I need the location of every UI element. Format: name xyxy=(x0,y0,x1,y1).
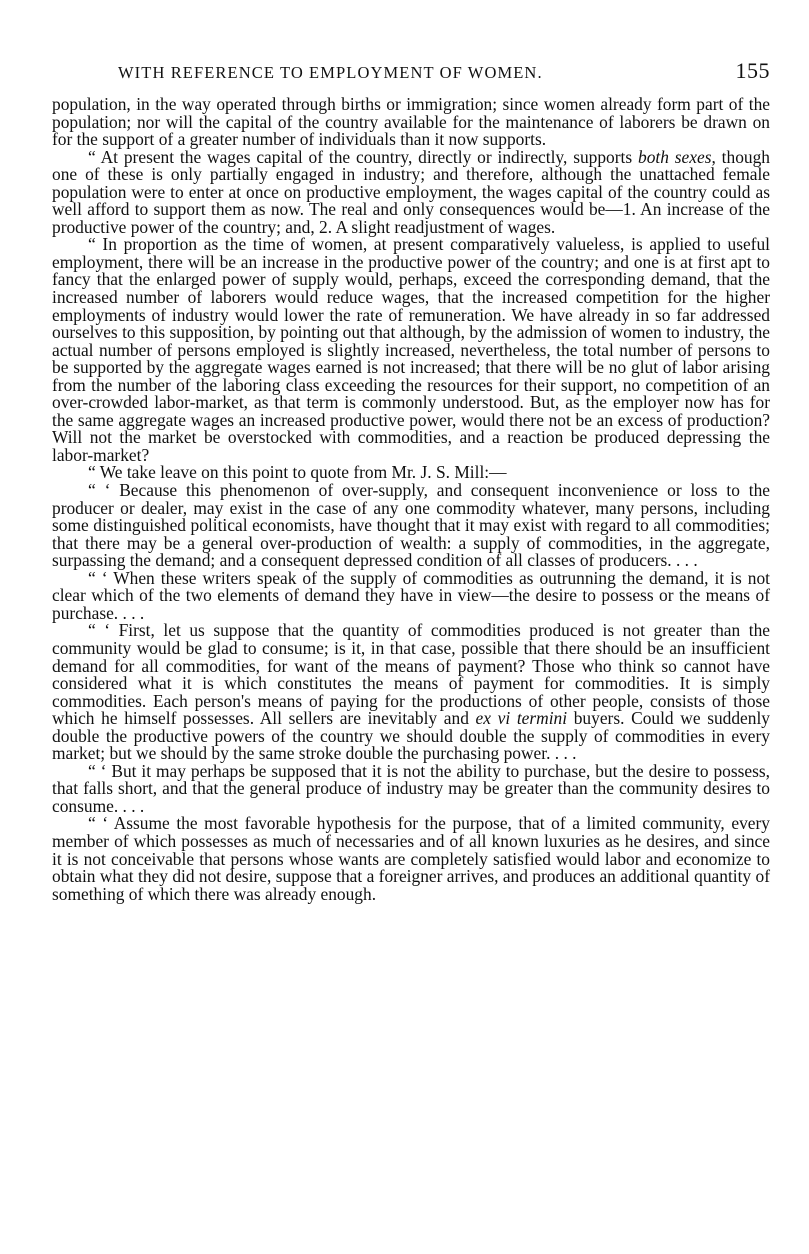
paragraph xyxy=(52,760,770,816)
text-run: “ ‘ But it may perhaps be supposed that it is not the ability to purchase, but the desire to possess, that falls short, and that the general produce of industry may be greater than the community desires to consume. . . . xyxy=(52,760,770,816)
italic-text: both sexes xyxy=(638,146,712,167)
paragraph xyxy=(52,567,770,623)
italic-text: ex vi termini xyxy=(475,708,568,729)
paragraph xyxy=(52,815,770,903)
text-run: “ ‘ Assume the most favorable hypothesis for the purpose, that of a limited community, every member of which possesses as much of necessaries and of all known luxuries as he desires, and since it is not conceivable that persons whose wants are completely satisfied would labor and economize to obtain what they did not desire, suppose that a foreigner arrives, and produces an additional quantity of something of which there was already enough. xyxy=(52,813,770,904)
text-run: “ At present the wages capital of the country, directly or indirectly, supports xyxy=(88,146,638,167)
paragraph xyxy=(52,146,770,237)
text-run: “ ‘ Because this phenomenon of over-supply, and consequent inconvenience or loss to the producer or dealer, may exist in the case of any one commodity whatever, many persons, including some distinguished political economists, have thought that it may exist with regard to all commodities; that there may be a general over-production of wealth: a supply of commodities, in the aggregate, surpassing the demand; and a consequent depressed condition of all classes of producers. . . . xyxy=(52,480,770,571)
paragraph xyxy=(52,96,770,149)
text-run: “ ‘ When these writers speak of the supply of commodities as outrunning the demand, it is not clear which of the two elements of demand they have in view—the desire to possess or the means of purchase. . . . xyxy=(52,567,770,623)
body-text xyxy=(52,96,770,903)
text-run: population, in the way operated through births or immigration; since women already form part of the population; nor will the capital of the country available for the maintenance of laborers be drawn on for the support of a greater number of individuals than it now supports. xyxy=(52,94,770,150)
text-run: “ ‘ First, let us suppose that the quantity of commodities produced is not greater than the community would be glad to consume; is it, in that case, possible that there should be an insufficient demand for all commodities, for want of the means of payment? Those who think so cannot have considered what it is which constitutes the means of payment for commodities. It is simply commodities. Each person's means of paying for the productions of other people, consists of those which he himself possesses. All sellers are inevitably and xyxy=(52,620,770,729)
running-title: WITH REFERENCE TO EMPLOYMENT OF WOMEN. xyxy=(118,63,543,82)
paragraph xyxy=(52,622,770,762)
book-page xyxy=(52,58,770,903)
text-run: buyers. Could we suddenly double the productive powers of the country we should double the supply of commodities in every market; but we should by the same stroke double the purchasing power. . . . xyxy=(52,708,770,764)
paragraph xyxy=(52,482,770,570)
running-head xyxy=(118,58,770,84)
text-run: “ In proportion as the time of women, at present comparatively valueless, is applied to useful employment, there will be an increase in the productive power of the country; and one is at first apt to fancy that the enlarged power of supply would, perhaps, exceed the corresponding demand, that the increased number of laborers would reduce wages, that the increased competition for the higher employments of industry would lower the rate of remuneration. We have already in so far addressed ourselves to this supposition, by pointing out that although, by the admission of women to industry, the actual number of persons employed is slightly increased, nevertheless, the total number of persons to be supported by the aggregate wages earned is not increased; that there will be no glut of labor arising from the number of the laboring class exceeding the resources for their support, no competition of an over-crowded labor-market, as that term is commonly understood. But, as the employer now has for the same aggregate wages an increased productive power, would there not be an excess of production? Will not the market be overstocked with commodities, and a reaction be produced depressing the labor-market? xyxy=(52,234,770,465)
paragraph xyxy=(52,236,770,464)
text-run: , though one of these is only partially engaged in industry; and therefore, although the unattached female population were to enter at once on productive employment, the wages capital of the country could as well afford to support them as now. The real and only consequences would be—1. An increase of the productive power of the country; and, 2. A slight readjustment of wages. xyxy=(52,146,770,237)
text-run: “ We take leave on this point to quote from Mr. J. S. Mill:— xyxy=(88,462,507,483)
page-number: 155 xyxy=(735,58,770,83)
